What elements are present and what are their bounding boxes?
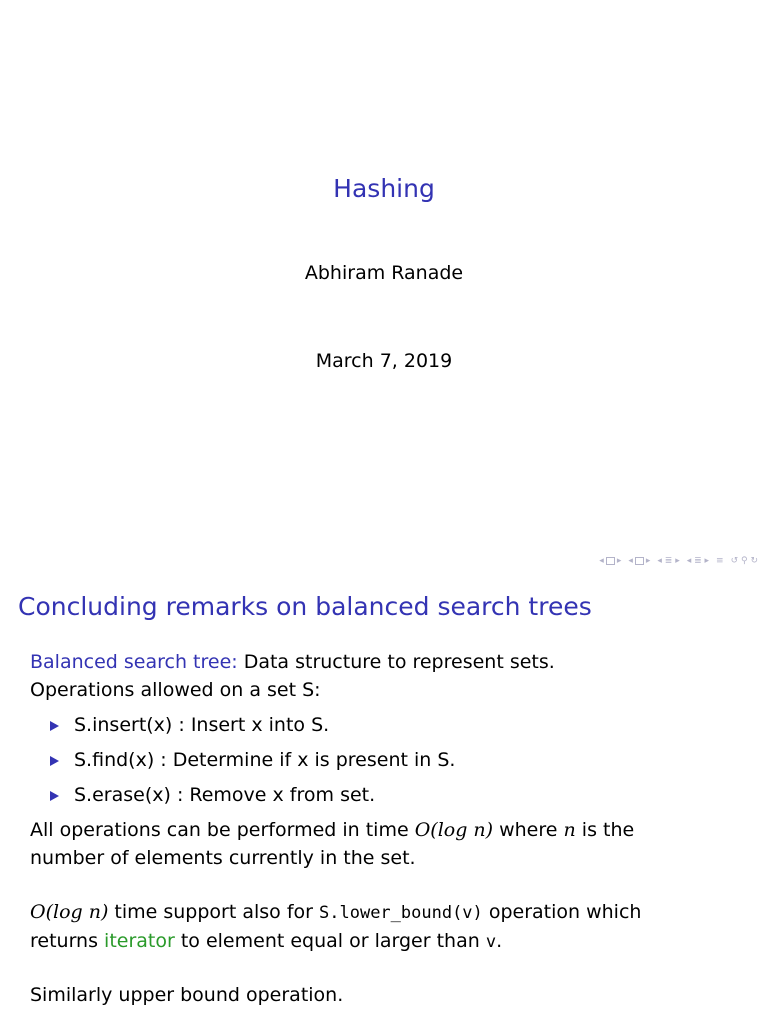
- big-o-expression: O(log n): [414, 819, 494, 841]
- nav-search-icon[interactable]: ↺ ⚲ ↻: [730, 556, 758, 566]
- intro-text: Data structure to represent sets.: [237, 651, 555, 673]
- beamer-navigation: [599, 556, 758, 566]
- upper-bound-line: Similarly upper bound operation.: [30, 984, 344, 1006]
- complexity-line-2: number of elements currently in the set.: [30, 847, 416, 869]
- intro-label: Balanced search tree:: [30, 651, 238, 673]
- operations-intro: Operations allowed on a set S:: [30, 679, 321, 701]
- list-item: S.insert(x) : Insert x into S.: [50, 708, 455, 743]
- nav-align-icon[interactable]: ≡: [716, 556, 724, 566]
- list-item: S.find(x) : Determine if x is present in S.: [50, 743, 455, 778]
- intro-line: [30, 648, 555, 676]
- lower-bound-code: S.lower_bound(v): [319, 903, 483, 923]
- nav-subsubsection-icon[interactable]: ◂ ≣ ▸: [686, 556, 710, 566]
- lower-bound-line-2: returns iterator to element equal or larger than v.: [30, 930, 503, 952]
- presentation-date: March 7, 2019: [315, 350, 453, 372]
- list-item: S.erase(x) : Remove x from set.: [50, 778, 455, 813]
- nav-section-icon[interactable]: ◂ ≣ ▸: [657, 556, 680, 566]
- bullet-triangle-icon: [50, 756, 59, 766]
- lower-bound-line-1: O(log n) time support also for S.lower_bound(v) operation which: [30, 901, 642, 923]
- iterator-term: iterator: [104, 930, 175, 952]
- nav-subsection-icon[interactable]: ◂ ▸: [628, 556, 651, 566]
- operations-list: [50, 708, 455, 813]
- bullet-triangle-icon: [50, 721, 59, 731]
- big-o-expression: O(log n): [30, 901, 109, 923]
- complexity-line-1: All operations can be performed in time O(log n) where n is the: [30, 819, 635, 841]
- content-slide: [0, 576, 768, 1024]
- frame-title: Concluding remarks on balanced search trees: [18, 592, 592, 621]
- presentation-title: Hashing: [333, 174, 435, 203]
- nav-frame-icon[interactable]: ◂ ▸: [599, 556, 622, 566]
- author-name: Abhiram Ranade: [304, 262, 464, 284]
- bullet-triangle-icon: [50, 791, 59, 801]
